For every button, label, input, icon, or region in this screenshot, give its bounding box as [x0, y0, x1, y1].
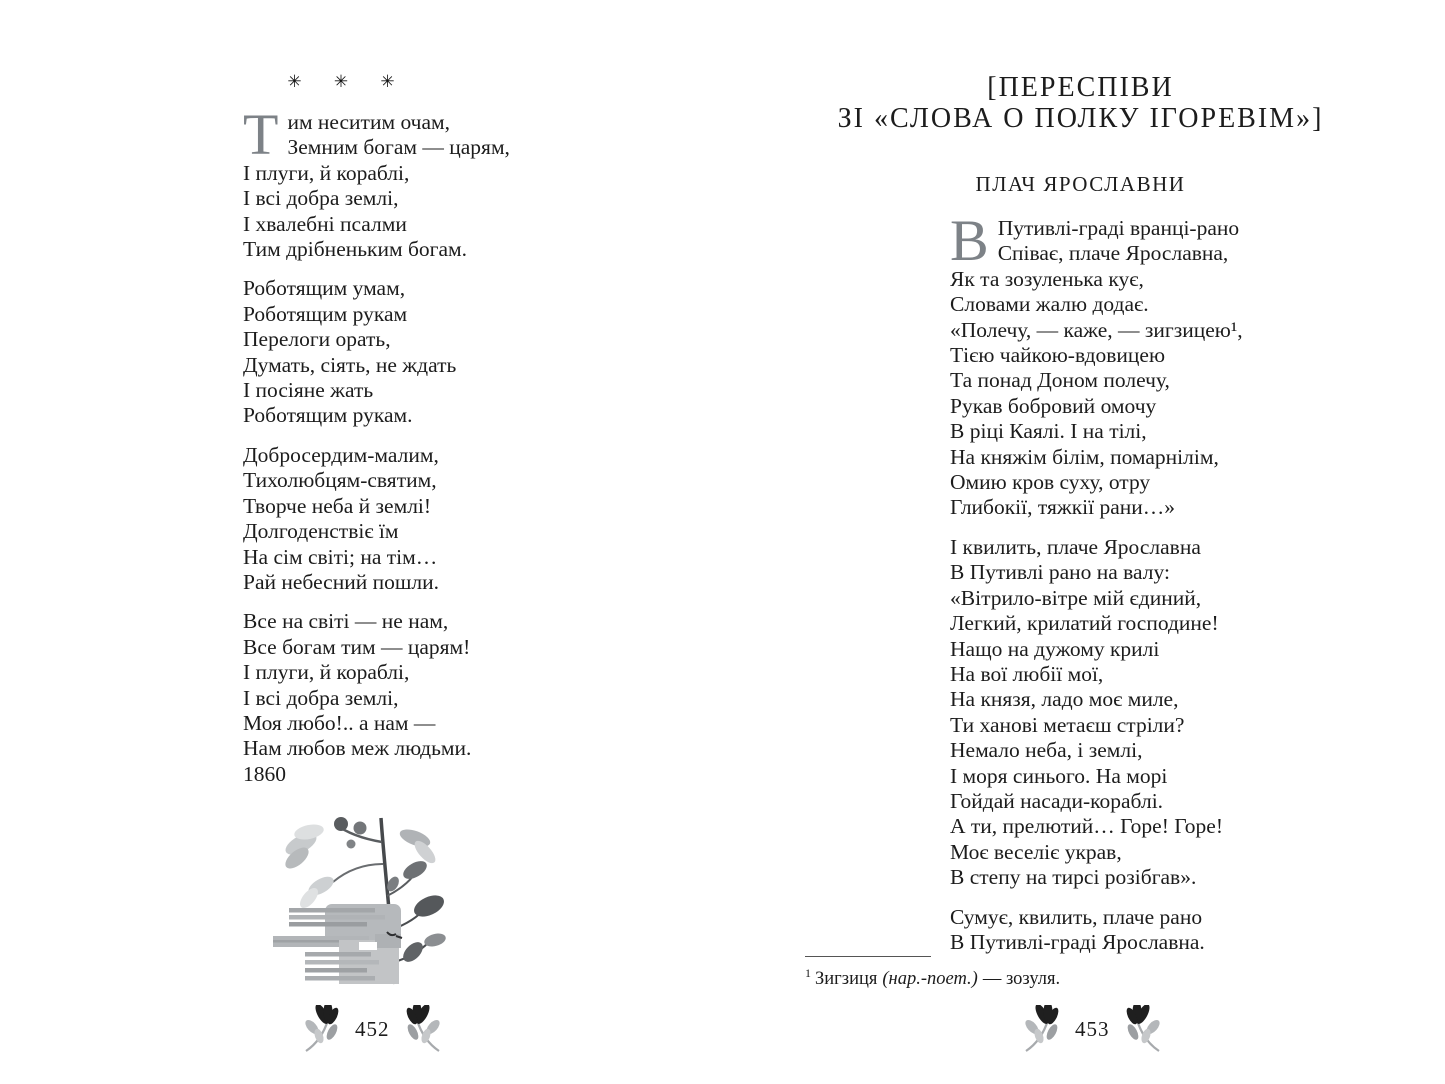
footnote-term: Зигзиця: [815, 969, 878, 990]
untitled-poem-header: ✳ ✳ ✳: [287, 72, 409, 91]
floral-sprig-icon: [403, 1005, 443, 1053]
poem-line: Долгоденствіє їм: [243, 519, 399, 544]
poem-line: Гойдай насади-кораблі.: [950, 788, 1164, 813]
poem-stanza: [243, 443, 543, 595]
floral-sprig-icon: [1123, 1005, 1163, 1053]
left-page-footer: [302, 1005, 443, 1053]
floral-sprig-icon: [1022, 1005, 1062, 1053]
poem-line: Все богам тим — царям!: [243, 634, 471, 659]
poem-line: Земним богам — царям,: [287, 135, 510, 160]
stanza-lines: [243, 102, 543, 262]
poem-line: І плуги, й кораблі,: [243, 160, 410, 185]
footnote-definition: — зозуля.: [982, 969, 1061, 990]
stanza-lines: [950, 535, 1280, 891]
poem-line: Як та зозуленька кує,: [950, 266, 1144, 291]
poem-line: Нам любов меж людьми.: [243, 736, 472, 761]
poem-line: Моя любо!.. а нам —: [243, 710, 436, 735]
poem-line: І всі добра землі,: [243, 186, 399, 211]
stanza-lines: [243, 443, 543, 595]
section-title-line2: ЗІ «СЛОВА О ПОЛКУ ІГОРЕВІМ»]: [837, 103, 1324, 134]
right-poem: [950, 208, 1280, 955]
poem-line: Роботящим умам,: [243, 276, 406, 301]
drop-cap: В: [950, 208, 989, 273]
poem-line: Ти ханові метаєш стріли?: [950, 712, 1185, 737]
stanza-lines: [243, 609, 543, 761]
poem-stanza: [950, 535, 1280, 891]
page-number: 452: [355, 1016, 390, 1041]
footnote: [805, 956, 1365, 990]
poem-line: Добросердим-малим,: [243, 442, 439, 467]
poem-line: Думать, сіять, не ждать: [243, 352, 457, 377]
poem-line: Тим дрібненьким богам.: [243, 237, 468, 262]
floral-sprig-icon: [302, 1005, 342, 1053]
poem-line: Рай небесний пошли.: [243, 569, 440, 594]
poem-line: І хвалебні псалми: [243, 211, 407, 236]
poem-stanza: [950, 208, 1280, 521]
poem-line: В Путивлі-граді Ярославна.: [950, 929, 1205, 954]
poem-line: На сім світі; на тім…: [243, 544, 438, 569]
section-title-line1: [ПЕРЕСПІВИ: [987, 72, 1174, 103]
poem-line: Глибокії, тяжкії рани…»: [950, 495, 1176, 520]
poem-line: Тихолюбцям-святим,: [243, 468, 437, 493]
poem-line: Та понад Доном полечу,: [950, 368, 1170, 393]
poem-line: І посіяне жать: [243, 378, 374, 403]
bird-branch-svg: [263, 812, 468, 990]
stanza-lines: [243, 276, 543, 428]
poem-line: Рукав бобровий омочу: [950, 393, 1157, 418]
drop-cap: Т: [243, 102, 279, 167]
poem-title: ПЛАЧ ЯРОСЛАВНИ: [975, 172, 1186, 196]
footnote-rule: [805, 956, 931, 957]
poem-line: І всі добра землі,: [243, 685, 399, 710]
poem-line: Все на світі — не нам,: [243, 609, 449, 634]
poem-stanza: [243, 609, 543, 787]
poem-line: Роботящим рукам: [243, 301, 408, 326]
poem-line: В ріці Каялі. І на тілі,: [950, 419, 1147, 444]
poem-line: Роботящим рукам.: [243, 403, 413, 428]
poem-line: Словами жалю додає.: [950, 292, 1149, 317]
stanza-lines: [950, 905, 1280, 956]
left-poem: [243, 102, 543, 787]
poem-line: На князя, ладо моє миле,: [950, 687, 1179, 712]
poem-line: І квилить, плаче Ярославна: [950, 534, 1201, 559]
poem-line: На вої любії мої,: [950, 661, 1104, 686]
poem-line: І моря синього. На морі: [950, 763, 1168, 788]
poem-line: Нащо на дужому крилі: [950, 636, 1160, 661]
poem-line: Співає, плаче Ярославна,: [997, 241, 1229, 266]
poem-line: Путивлі-граді вранці-рано: [997, 216, 1240, 240]
poem-line: Омию кров суху, отру: [950, 470, 1151, 495]
poem-line: Тією чайкою-вдовицею: [950, 343, 1166, 368]
stanza-lines: [950, 208, 1280, 521]
poem-line: Перелоги орать,: [243, 327, 391, 352]
section-title: [758, 72, 1403, 134]
right-page-footer: [1022, 1005, 1163, 1053]
poem-line: В Путивлі рано на валу:: [950, 560, 1170, 585]
poem-line: І плуги, й кораблі,: [243, 660, 410, 685]
bird-branch-illustration: [263, 812, 468, 995]
poem-stanza: [950, 905, 1280, 956]
poem-line: В степу на тирсі розібгав».: [950, 865, 1197, 890]
poem-line: Творче неба й землі!: [243, 493, 432, 518]
page-number: 453: [1075, 1016, 1110, 1041]
poem-line: Моє веселіє украв,: [950, 839, 1122, 864]
poem-line: А ти, прелютий… Горе! Горе!: [950, 814, 1224, 839]
poem-line: им неситим очам,: [287, 110, 450, 134]
poem-line: «Вітрило-вітре мій єдиний,: [950, 585, 1202, 610]
poem-stanza: [243, 102, 543, 262]
footnote-text: [805, 966, 1365, 990]
poem-line: Легкий, крилатий господине!: [950, 611, 1219, 636]
poem-line: Немало неба, і землі,: [950, 738, 1143, 763]
footnote-gloss: (нар.-поет.): [882, 969, 978, 990]
poem-line: На княжім білім, помарнілім,: [950, 444, 1219, 469]
poem-year: 1860: [243, 761, 286, 786]
bird-body: [273, 904, 402, 984]
poem-stanza: [243, 276, 543, 428]
poem-line: Сумує, квилить, плаче рано: [950, 904, 1203, 929]
footnote-marker: 1: [805, 966, 811, 980]
poem-line: «Полечу, — каже, — зигзицею¹,: [950, 317, 1243, 342]
